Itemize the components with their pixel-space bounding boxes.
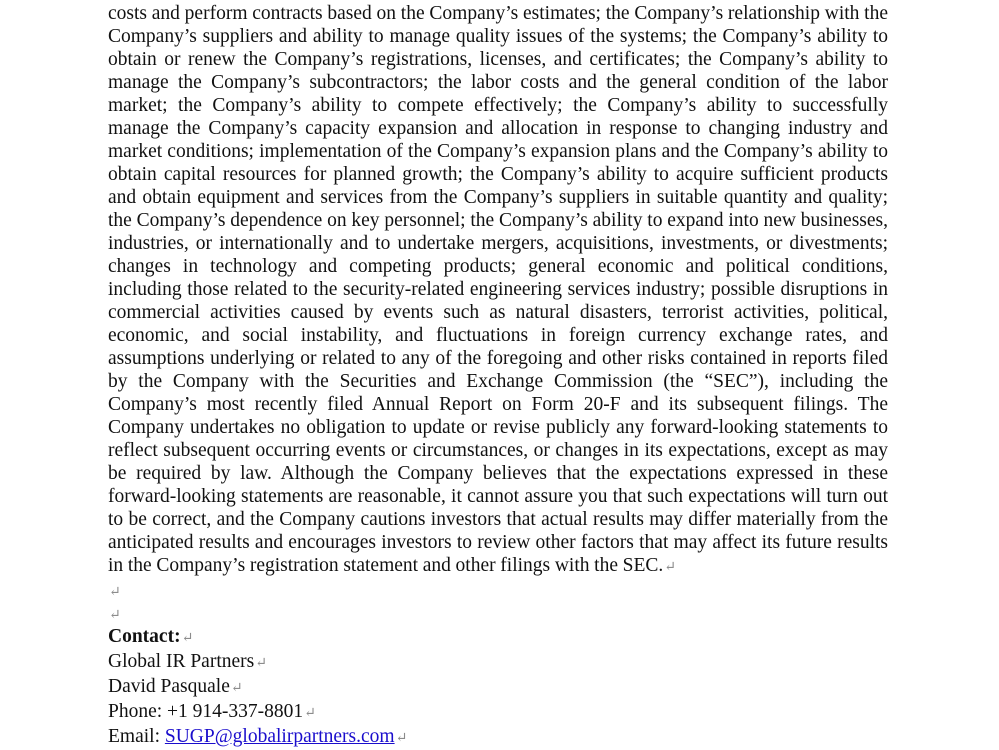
- paragraph-mark-icon: ↵: [395, 731, 408, 746]
- empty-line: [108, 579, 888, 602]
- paragraph-mark-icon: ↵: [304, 706, 316, 721]
- paragraph-mark-icon: ↵: [255, 656, 267, 671]
- contact-company-line: [108, 650, 888, 675]
- paragraph-text: costs and perform contracts based on the Company’s estimates; the Company’s relationship with the Company’s suppliers and ability to manage quality issues of the systems; the Company’s ability to obtain or renew the Company’s registrations, licenses, and certificates; the Company’s ability to manage the Company’s subcontractors; the labor costs and the general condition of the labor market; the Company’s ability to compete effectively; the Company’s ability to successfully manage the Company’s capacity expansion and allocation in response to changing industry and market conditions; implementation of the Company’s expansion plans and the Company’s ability to obtain capital resources for planned growth; the Company’s ability to acquire sufficient products and obtain equipment and services from the Company’s suppliers in suitable quantity and quality; the Company’s dependence on key personnel; the Company’s ability to expand into new businesses, industries, or internationally and to undertake mergers, acquisitions, investments, or divestments; changes in technology and competing products; general economic and political conditions, including those related to the security-related engineering services industry; possible disruptions in commercial activities caused by events such as natural disasters, terrorist activities, political, economic, and social instability, and fluctuations in foreign currency exchange rates, and assumptions underlying or related to any of the foregoing and other risks contained in reports filed by the Company with the Securities and Exchange Commission (the “SEC”), including the Company’s most recently filed Annual Report on Form 20-F and its subsequent filings. The Company undertakes no obligation to update or revise publicly any forward-looking statements to reflect subsequent occurring events or circumstances, or changes in its expectations, except as may be required by law. Although the Company believes that the expectations expressed in these forward-looking statements are reasonable, it cannot assure you that such expectations will turn out to be correct, and the Company cautions investors that actual results may differ materially from the anticipated results and encourages investors to review other factors that may affect its future results in the Company’s registration statement and other filings with the SEC.: [108, 3, 888, 576]
- contact-block: [108, 625, 888, 750]
- paragraph-mark-icon: ↵: [664, 560, 677, 575]
- paragraph-mark-icon: ↵: [230, 681, 243, 696]
- paragraph-mark-icon: ↵: [109, 608, 121, 623]
- contact-person-line: [108, 675, 888, 700]
- empty-line: [108, 602, 888, 625]
- contact-email-line: [108, 725, 888, 750]
- forward-looking-paragraph: [108, 2, 888, 579]
- contact-phone-line: [108, 700, 888, 725]
- contact-heading-line: [108, 625, 888, 650]
- contact-company: Global IR Partners: [108, 651, 255, 672]
- contact-email-link[interactable]: SUGP@globalirpartners.com: [164, 726, 395, 747]
- contact-person: David Pasquale: [108, 676, 230, 697]
- contact-email-label: Email:: [108, 726, 165, 747]
- paragraph-mark-icon: ↵: [181, 631, 194, 646]
- paragraph-mark-icon: ↵: [109, 585, 121, 600]
- contact-phone: Phone: +1 914-337-8801: [108, 701, 304, 722]
- contact-heading: Contact:: [108, 626, 181, 647]
- document-page: [108, 2, 888, 750]
